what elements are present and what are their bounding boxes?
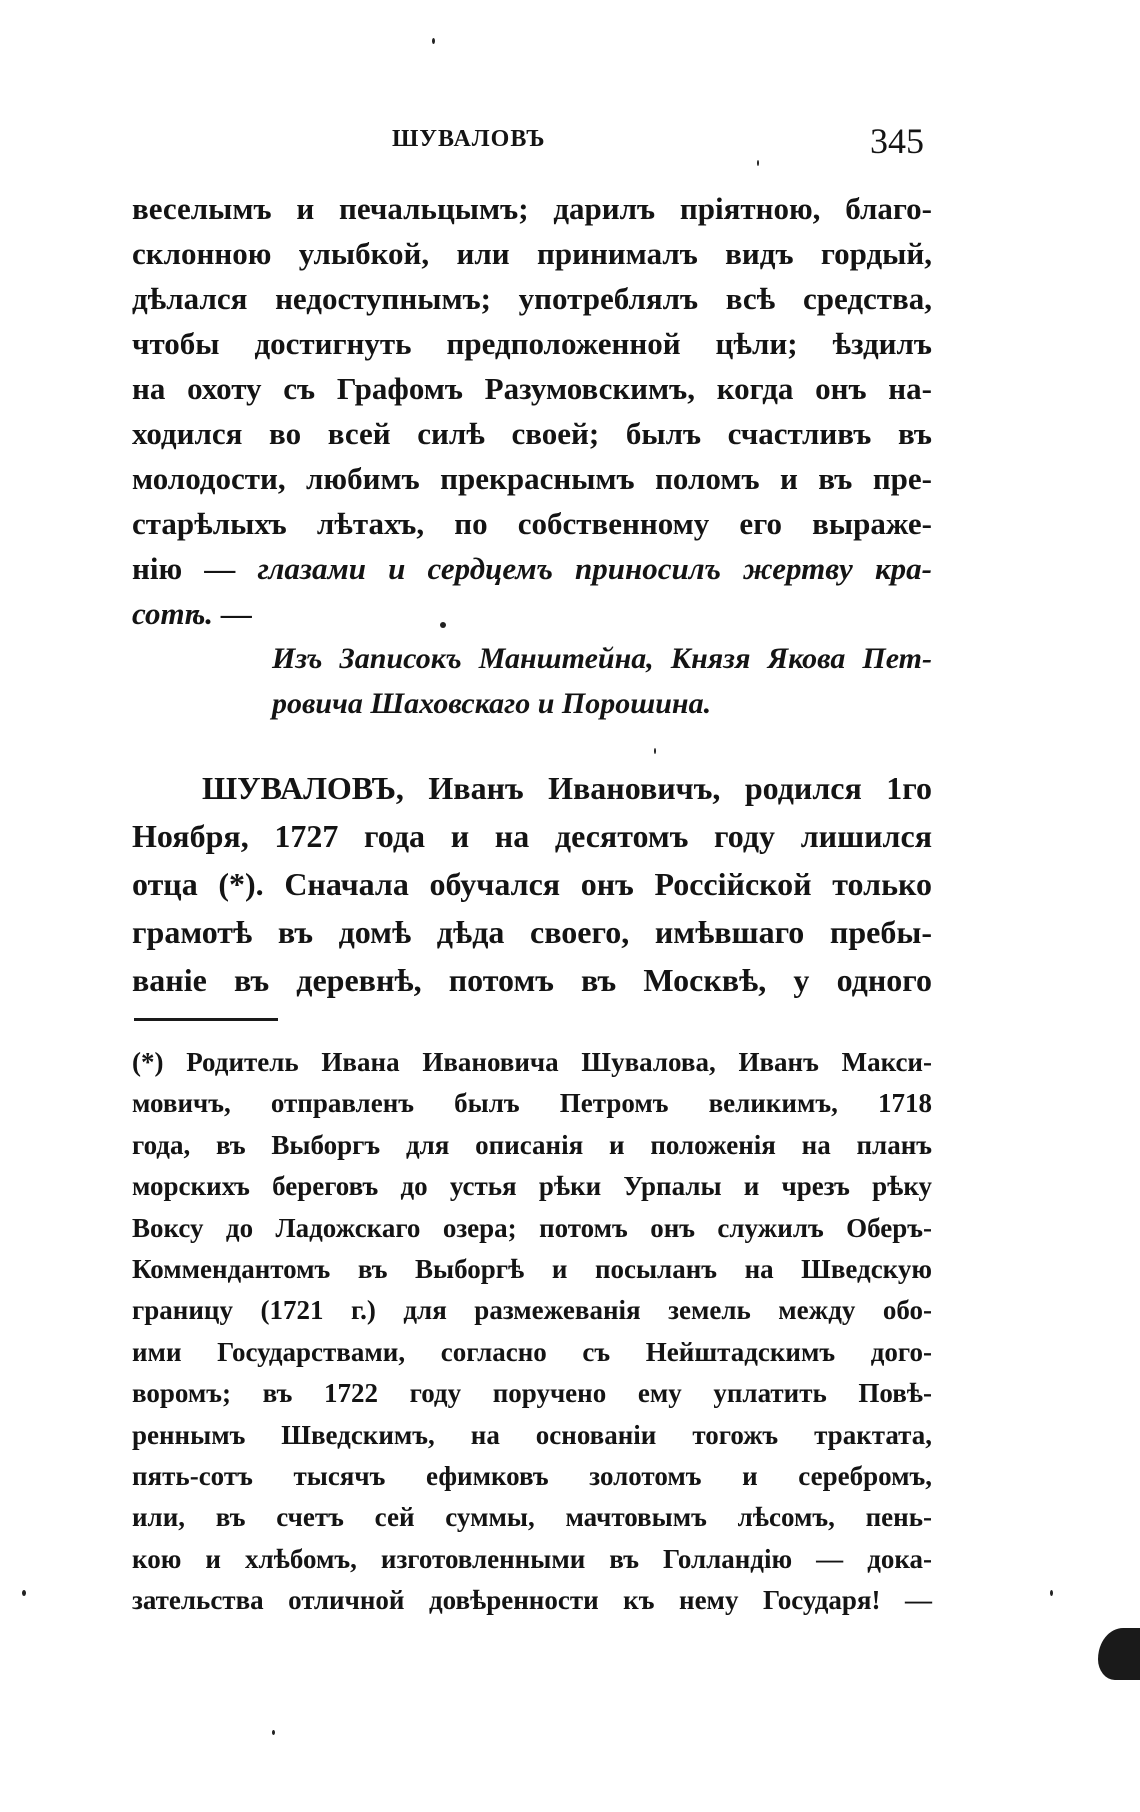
footnote (132, 1042, 932, 1621)
footnote-line: Воксу до Ладожскаго озера; потомъ онъ служилъ Оберъ- (132, 1212, 932, 1243)
biography-line: грамотѣ въ домѣ дѣда своего, имѣвшаго пребы- (132, 914, 932, 950)
footnote-line: пять-сотъ тысячъ ефимковъ золотомъ и серебромъ, (132, 1460, 932, 1491)
text-line: веселымъ и печальцымъ; дарилъ пріятною, благо- (132, 191, 932, 226)
text-line: склонною улыбкой, или принималъ видъ гордый, (132, 236, 932, 271)
footnote-line: года, въ Выборгъ для описанія и положенія на планъ (132, 1129, 932, 1160)
footnote-line: ими Государствами, согласно съ Нейштадскимъ дого- (132, 1336, 932, 1367)
footnote-line: зательства отличной довѣренности къ нему Государя! — (132, 1585, 932, 1616)
footnote-line: или, въ счетъ сей суммы, мачтовымъ лѣсомъ, пень- (132, 1502, 932, 1533)
passage-text (132, 186, 932, 636)
source-citation (272, 636, 932, 726)
paper-speck (757, 160, 759, 166)
text-line: старѣлыхъ лѣтахъ, по собственному его выраже- (132, 506, 932, 541)
biography-line: ваніе въ деревнѣ, потомъ въ Москвѣ, у одного (132, 962, 932, 998)
running-head (132, 120, 932, 170)
footnote-line: (*) Родитель Ивана Ивановича Шувалова, Иванъ Макси- (132, 1047, 932, 1077)
footnote-line: Коммендантомъ въ Выборгѣ и посыланъ на Шведскую (132, 1253, 932, 1284)
footnote-line: границу (1721 г.) для размежеванія земель между обо- (132, 1295, 932, 1326)
footnote-line: кою и хлѣбомъ, изготовленными въ Голландію — дока- (132, 1543, 932, 1574)
biography-paragraph (132, 764, 932, 1004)
quotation-italic-end: сотѣ. (132, 596, 214, 631)
text-line-last (132, 591, 932, 636)
closing-dash: — (220, 596, 252, 631)
text-line: на охоту съ Графомъ Разумовскимъ, когда онъ на- (132, 371, 932, 406)
biography-line: отца (*). Сначала обучался онъ Россійской только (132, 866, 932, 902)
footnote-line: реннымъ Шведскимъ, на основаніи тогожъ трактата, (132, 1419, 932, 1450)
footnote-line: воромъ; въ 1722 году поручено ему уплатить Повѣ- (132, 1378, 932, 1409)
ink-blot (1098, 1628, 1140, 1680)
biography-line: Ноября, 1727 года и на десятомъ году лишился (132, 818, 932, 854)
running-title: ШУВАЛОВЪ (392, 126, 546, 152)
paper-speck (440, 622, 446, 628)
page-number: 345 (870, 121, 924, 161)
text-line: чтобы достигнуть предположенной цѣли; ѣздилъ (132, 326, 932, 361)
citation-line: ровича Шаховскаго и Порошина. (272, 687, 712, 720)
text-line-mixed (132, 546, 932, 591)
footnote-line: морскихъ береговъ до устья рѣки Урпалы и чрезъ рѣку (132, 1171, 932, 1202)
citation-line: Изъ Записокъ Манштейна, Князя Якова Пет- (272, 642, 932, 675)
footnote-line: мовичъ, отправленъ былъ Петромъ великимъ, 1718 (132, 1088, 932, 1119)
text-line: дѣлался недоступнымъ; употреблялъ всѣ средства, (132, 281, 932, 316)
paper-speck (22, 1590, 26, 1596)
paper-speck (432, 38, 435, 44)
text-line: молодости, любимъ прекраснымъ поломъ и въ пре- (132, 461, 932, 496)
footnote-rule (134, 1018, 278, 1021)
paper-speck (654, 748, 656, 754)
paper-speck (272, 1730, 275, 1735)
text-roman: нію — (132, 551, 236, 586)
text-line: ходился во всей силѣ своей; былъ счастливъ въ (132, 416, 932, 451)
paper-speck (1050, 1590, 1053, 1596)
quotation-italic: глазами и сердцемъ приносилъ жертву кра- (257, 551, 932, 586)
biography-line: ШУВАЛОВЪ, Иванъ Ивановичъ, родился 1го (202, 770, 932, 806)
